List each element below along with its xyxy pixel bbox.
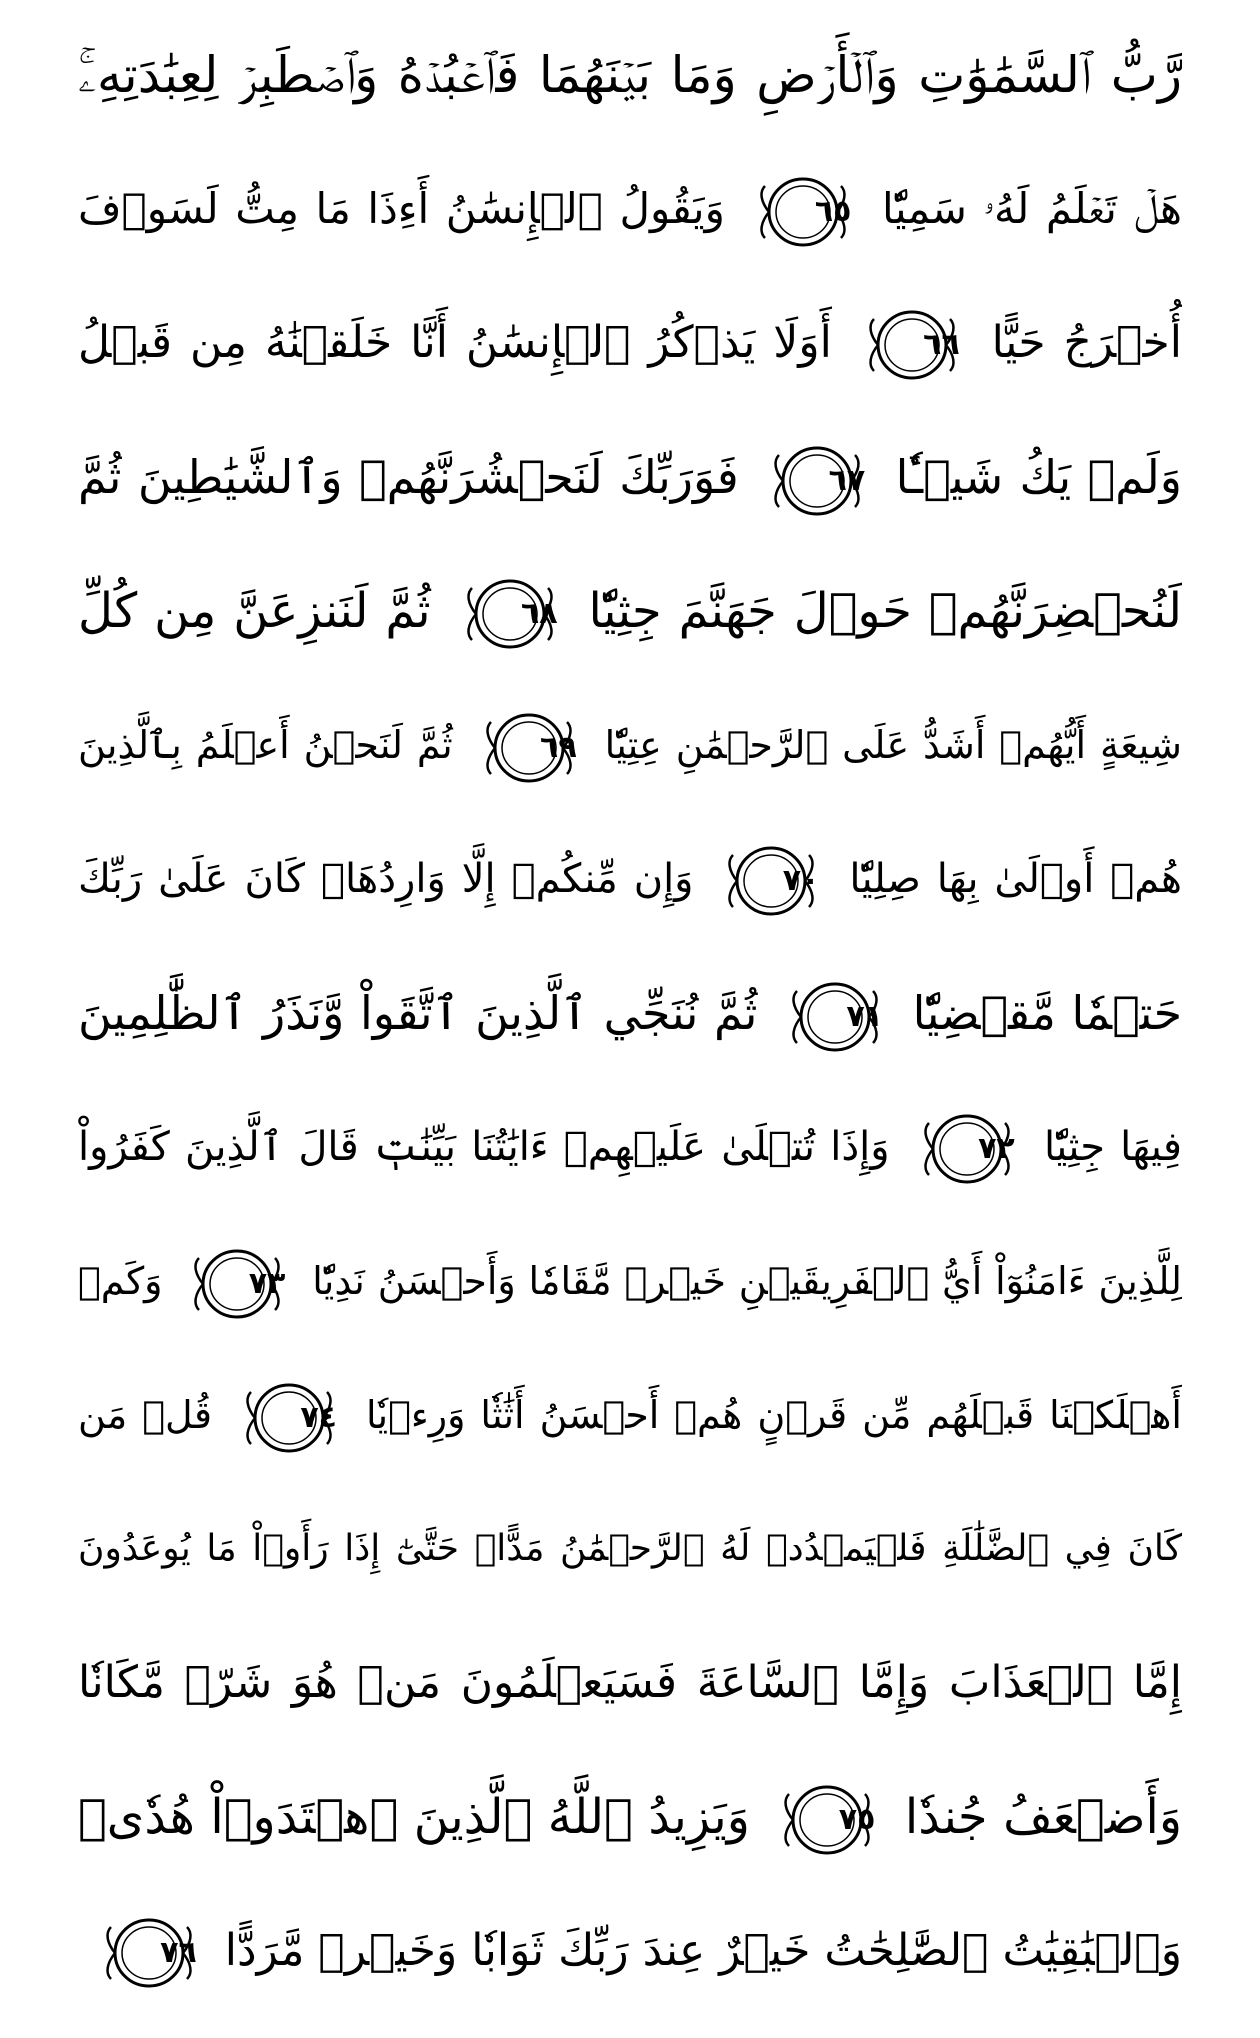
verse-line <box>78 418 1182 536</box>
verse-line <box>78 686 1182 804</box>
verse-text: شِيعَةٍ أَيُّهُمۡ أَشَدُّ عَلَى ٱلرَّحۡمَٰنِ عِتِيّٗا <box>604 723 1182 767</box>
ayah-end-marker <box>189 1244 285 1324</box>
ayah-number: ٧٥ <box>838 1802 876 1837</box>
ayah-end-marker <box>864 305 960 385</box>
verse-text: هُمۡ أَوۡلَىٰ بِهَا صِلِيّٗا <box>849 856 1182 902</box>
verse-line <box>78 16 1182 134</box>
ayah-end-marker <box>481 708 577 788</box>
verse-line <box>78 1624 1182 1742</box>
verse-text: ثُمَّ لَنَنزِعَنَّ مِن كُلِّ <box>78 583 431 639</box>
verse-text: إِمَّا ٱلۡعَذَابَ وَإِمَّا ٱلسَّاعَةَ فَسَيَعۡلَمُونَ مَنۡ هُوَ شَرّٞ مَّكَانٗا <box>78 1657 1182 1708</box>
verse-text: رَّبُّ ٱلسَّمَٰوَٰتِ وَٱلۡأَرۡضِ وَمَا بَيۡنَهُمَا فَٱعۡبُدۡهُ وَٱصۡطَبِرۡ لِعِبَٰدَتِهِۦۚ <box>78 46 1182 104</box>
ayah-end-marker <box>769 441 865 521</box>
verse-line <box>78 1892 1182 2010</box>
verse-text: ثُمَّ نُنَجِّي ٱلَّذِينَ ٱتَّقَواْ وَّنَذَرُ ٱلظَّٰلِمِينَ <box>78 986 758 1040</box>
ayah-end-marker <box>462 574 558 654</box>
verse-line <box>78 1088 1182 1206</box>
ayah-end-marker <box>755 172 851 252</box>
verse-line <box>78 552 1182 670</box>
verse-line <box>78 1356 1182 1474</box>
ayah-number: ٦٧ <box>828 462 866 498</box>
verse-text: وَيَقُولُ ٱلۡإِنسَٰنُ أَءِذَا مَا مِتُّ لَسَوۡفَ <box>78 184 725 233</box>
ayah-number: ٧٢ <box>978 1131 1015 1166</box>
verse-line <box>78 954 1182 1072</box>
verse-line <box>78 284 1182 402</box>
verse-text: وَإِن مِّنكُمۡ إِلَّا وَارِدُهَاۚ كَانَ عَلَىٰ رَبِّكَ <box>78 856 694 902</box>
ayah-end-marker <box>779 1780 875 1860</box>
verse-text: ثُمَّ لَنَحۡنُ أَعۡلَمُ بِٱلَّذِينَ <box>78 723 453 767</box>
verse-text: وَأَضۡعَفُ جُندٗا <box>904 1789 1182 1845</box>
verse-line <box>78 820 1182 938</box>
verse-text: قُلۡ مَن <box>78 1393 212 1437</box>
verse-text: لِلَّذِينَ ءَامَنُوٓاْ أَيُّ ٱلۡفَرِيقَيۡنِ خَيۡرٞ مَّقَامٗا وَأَحۡسَنُ نَدِيّٗا <box>312 1259 1182 1303</box>
verse-text: فَوَرَبِّكَ لَنَحۡشُرَنَّهُمۡ وَٱلشَّيَٰطِينَ ثُمَّ <box>78 450 739 504</box>
ayah-number: ٦٥ <box>814 193 852 229</box>
ayah-end-marker <box>723 841 819 921</box>
verse-text: كَانَ فِي ٱلضَّلَٰلَةِ فَلۡيَمۡدُدۡ لَهُ ٱلرَّحۡمَٰنُ مَدًّاۚ حَتَّىٰٓ إِذَا رَأَوۡاْ مَا يُوعَدُونَ <box>78 1528 1182 1569</box>
verse-text: هَلۡ تَعۡلَمُ لَهُۥ سَمِيّٗا <box>882 184 1182 233</box>
ayah-end-marker <box>101 1913 197 1993</box>
verse-text: فِيهَا جِثِيّٗا <box>1043 1124 1182 1170</box>
verse-text: أُخۡرَجُ حَيًّا <box>991 317 1182 368</box>
verse-text: وَكَمۡ <box>78 1259 163 1303</box>
verse-text: وَٱلۡبَٰقِيَٰتُ ٱلصَّٰلِحَٰتُ خَيۡرٌ عِندَ رَبِّكَ ثَوَابٗا وَخَيۡرٞ مَّرَدًّا <box>224 1925 1182 1976</box>
verse-text: حَتۡمٗا مَّقۡضِيّٗا <box>912 986 1182 1040</box>
verse-text: أَوَلَا يَذۡكُرُ ٱلۡإِنسَٰنُ أَنَّا خَلَقۡنَٰهُ مِن قَبۡلُ <box>78 317 832 368</box>
ayah-number: ٦٦ <box>923 327 960 362</box>
verse-line <box>78 1490 1182 1608</box>
ayah-number: ٦٨ <box>520 596 558 631</box>
verse-text: لَنُحۡضِرَنَّهُمۡ حَوۡلَ جَهَنَّمَ جِثِيّٗا <box>588 583 1182 639</box>
verse-line <box>78 150 1182 268</box>
ayah-end-marker <box>787 977 883 1057</box>
ayah-number: ٧٤ <box>300 1399 337 1435</box>
verse-text: وَلَمۡ يَكُ شَيۡـٔٗا <box>895 450 1182 504</box>
ayah-number: ٧١ <box>846 998 883 1034</box>
ayah-end-marker <box>241 1378 337 1458</box>
verse-text: وَإِذَا تُتۡلَىٰ عَلَيۡهِمۡ ءَايَٰتُنَا بَيِّنَٰتٖ قَالَ ٱلَّذِينَ كَفَرُواْ <box>78 1124 890 1170</box>
verse-line <box>78 1222 1182 1340</box>
ayah-number: ٦٩ <box>540 729 577 765</box>
ayah-number: ٧٠ <box>782 863 820 898</box>
ayah-end-marker <box>919 1109 1015 1189</box>
verse-text: أَهۡلَكۡنَا قَبۡلَهُم مِّن قَرۡنٍ هُمۡ أَحۡسَنُ أَثَٰثٗا وَرِءۡيٗا <box>365 1393 1182 1437</box>
verse-text: وَيَزِيدُ ٱللَّهُ ٱلَّذِينَ ٱهۡتَدَوۡاْ هُدٗىۗ <box>78 1789 750 1845</box>
quran-text-block <box>78 8 1182 2030</box>
verse-line <box>78 1758 1182 1876</box>
ayah-number: ٧٣ <box>248 1265 286 1301</box>
ayah-number: ٧٦ <box>160 1935 197 1970</box>
